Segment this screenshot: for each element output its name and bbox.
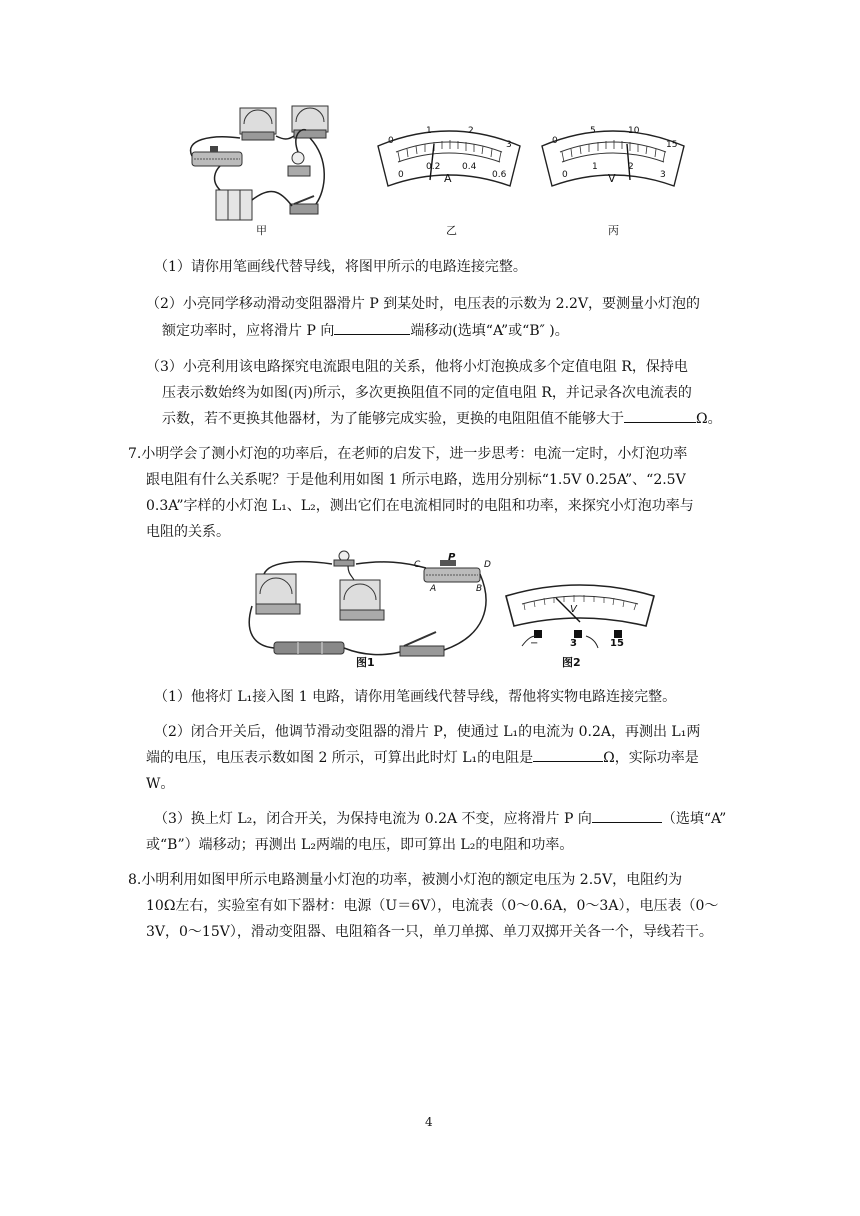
- q6-part2-line1: （2）小亮同学移动滑动变阻器滑片 P 到某处时，电压表的示数为 2.2V，要测量小灯泡的: [146, 296, 701, 312]
- figure-2-terminal-neg: −: [530, 638, 539, 649]
- figure-jia-circuit: [180, 100, 340, 240]
- ammeter-tick: 0.2: [426, 162, 441, 172]
- figure-2-terminal-3: 3: [570, 638, 577, 649]
- q7-part3-text-end: （选填“A”: [661, 811, 727, 827]
- q7-part2-line2: [146, 745, 699, 771]
- ammeter-tick: 0: [398, 170, 404, 180]
- q7-line2: 跟电阻有什么关系呢？于是他利用如图 1 所示电路，选用分别标“1.5V 0.25A”、“2.5V: [146, 472, 686, 488]
- voltmeter-tick: 3: [660, 170, 666, 180]
- q6-part3-line1: （3）小亮利用该电路探究电流跟电阻的关系，他将小灯泡换成多个定值电阻 R，保持电: [146, 359, 688, 375]
- q6-part3-line3: [162, 406, 722, 432]
- page-number: 4: [425, 1115, 433, 1129]
- figure-2-voltmeter: [502, 580, 658, 650]
- figure-1-slider-label-c: C: [414, 560, 421, 570]
- voltmeter-unit: V: [608, 172, 616, 185]
- q8-line3: 3V，0～15V），滑动变阻器、电阻箱各一只，单刀单掷、单刀双掷开关各一个，导线若干。: [146, 924, 713, 940]
- q7-part1: （1）他将灯 L₁接入图 1 电路，请你用笔画线代替导线，帮他将实物电路连接完整。: [154, 689, 677, 705]
- q8-line2: 10Ω左右，实验室有如下器材：电源（U＝6V），电流表（0～0.6A，0～3A），电压表（0～: [146, 898, 719, 914]
- voltmeter-tick: 0: [562, 170, 568, 180]
- q7-part2-text-mid: Ω，实际功率是: [603, 750, 699, 766]
- figure-1-slider-label-b: B: [476, 584, 483, 594]
- ammeter-tick: 0: [388, 136, 394, 146]
- voltmeter-tick: 2: [628, 162, 634, 172]
- q6-answer-blank-2[interactable]: [624, 408, 696, 423]
- q7-part3-line1: [154, 806, 726, 832]
- q7-part3-text: （3）换上灯 L₂，闭合开关，为保持电流为 0.2A 不变，应将滑片 P 向: [154, 811, 592, 827]
- q7-line1: 7.小明学会了测小灯泡的功率后，在老师的启发下，进一步思考：电流一定时，小灯泡功率: [128, 446, 688, 462]
- q7-part2-line3: W。: [146, 776, 175, 792]
- q8-line1: 8.小明利用如图甲所示电路测量小灯泡的功率，被测小灯泡的额定电压为 2.5V，电阻约为: [128, 872, 683, 888]
- q7-part3-line2: 或“B”）端移动；再测出 L₂两端的电压，即可算出 L₂的电阻和功率。: [146, 837, 574, 853]
- caption-bing: 丙: [608, 224, 619, 237]
- voltmeter-tick: 0: [552, 136, 558, 146]
- voltmeter-tick: 10: [628, 126, 640, 136]
- q7-line4: 电阻的关系。: [146, 524, 230, 540]
- q6-part3-unit: Ω。: [696, 411, 722, 427]
- ammeter-tick: 2: [468, 126, 474, 136]
- figure-2-symbol: V: [570, 604, 577, 615]
- figure-2-caption: 图2: [562, 656, 581, 669]
- q6-part3-line2: 压表示数始终为如图(丙)所示，多次更换阻值不同的定值电阻 R，并记录各次电流表的: [162, 385, 692, 401]
- ammeter-unit: A: [444, 172, 452, 185]
- q6-part3-text: 示数，若不更换其他器材，为了能够完成实验，更换的电阻阻值不能够大于: [162, 411, 624, 427]
- figure-2-terminal-15: 15: [610, 638, 624, 649]
- figure-1-circuit: [244, 546, 496, 668]
- q7-answer-blank-2[interactable]: [592, 808, 662, 823]
- figure-1-slider-label-a: A: [430, 584, 437, 594]
- figure-1-slider-label-d: D: [484, 560, 491, 570]
- caption-yi: 乙: [446, 224, 457, 237]
- ammeter-tick: 0.4: [462, 162, 477, 172]
- q6-part1: （1）请你用笔画线代替导线，将图甲所示的电路连接完整。: [154, 259, 527, 275]
- q7-answer-blank-1[interactable]: [533, 747, 603, 762]
- ammeter-tick: 1: [426, 126, 432, 136]
- figure-1-caption: 图1: [356, 656, 375, 669]
- q6-answer-blank-1[interactable]: [334, 320, 410, 335]
- q6-part2-text-end: 端移动(选填“A”或“B″ )。: [410, 323, 569, 339]
- q7-part2-text: 端的电压，电压表示数如图 2 所示，可算出此时灯 L₁的电阻是: [146, 750, 534, 766]
- q7-part2-line1: （2）闭合开关后，他调节滑动变阻器的滑片 P，使通过 L₁的电流为 0.2A，再测出 L₁两: [154, 724, 701, 740]
- caption-jia: 甲: [256, 224, 267, 237]
- voltmeter-tick: 5: [590, 126, 596, 136]
- figure-1-slider-label-p: P: [448, 552, 456, 563]
- q6-part2-line2: [162, 318, 569, 344]
- voltmeter-tick: 1: [592, 162, 598, 172]
- ammeter-tick: 3: [506, 140, 512, 150]
- q6-part2-text: 额定功率时，应将滑片 P 向: [162, 323, 335, 339]
- q7-line3: 0.3A”字样的小灯泡 L₁、L₂，测出它们在电流相同时的电阻和功率，来探究小灯泡功率与: [146, 498, 694, 514]
- ammeter-tick: 0.6: [492, 170, 507, 180]
- voltmeter-tick: 15: [666, 140, 678, 150]
